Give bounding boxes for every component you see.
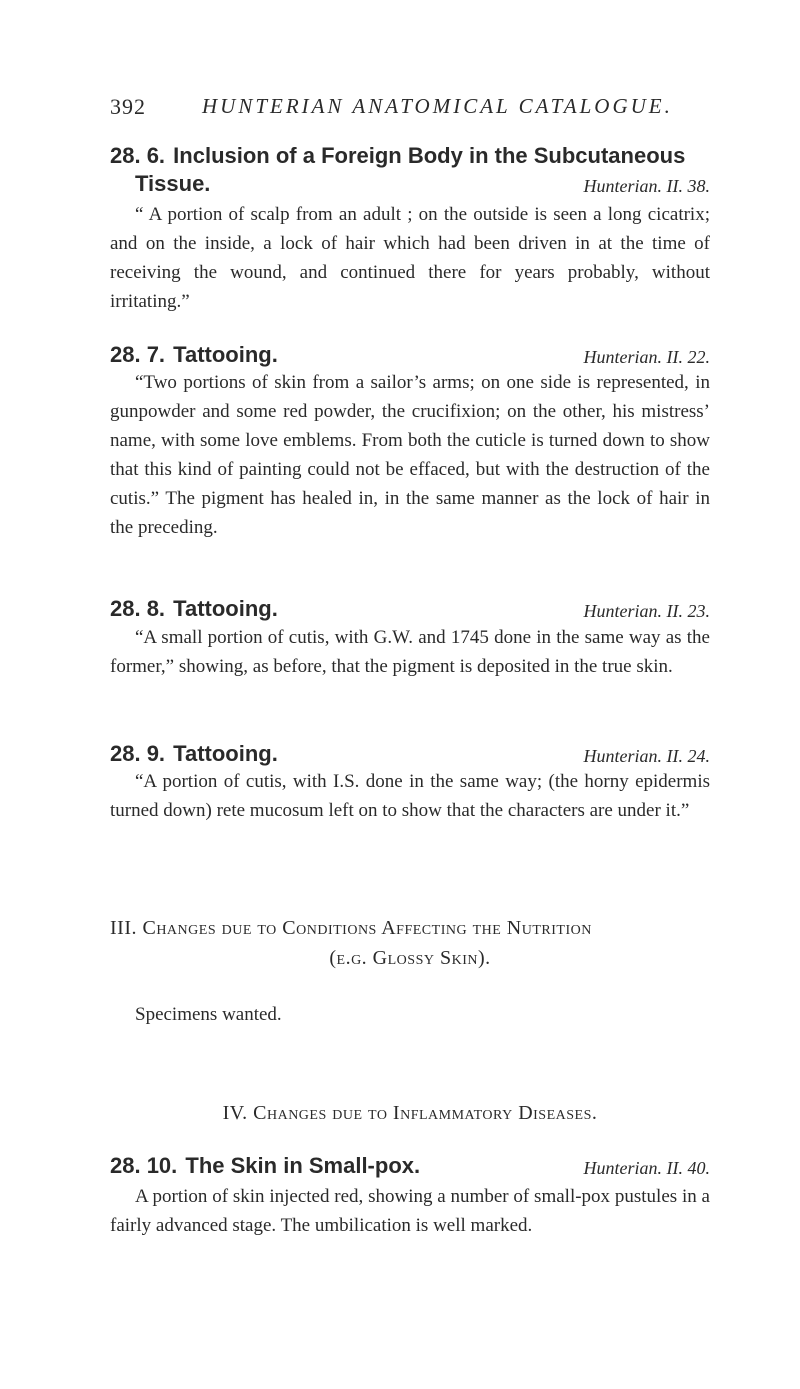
entry-title: Tattooing.: [173, 596, 278, 621]
entry-heading-28-8: [110, 595, 710, 623]
section-heading-subline: (e.g. Glossy Skin).: [329, 947, 491, 969]
entry-title-continued: Tissue.: [135, 171, 211, 196]
hunterian-reference: Hunterian. II. 22.: [583, 347, 710, 367]
entry-title: The Skin in Small-pox.: [185, 1153, 421, 1178]
entry-heading-28-10: [110, 1152, 710, 1180]
entry-heading-28-7: [110, 341, 710, 369]
entry-text: “Two portions of skin from a sailor’s arms; on one side is represented, in gunpowder and some red powder, the crucifixion; on the other, his mistress’ name, with some love emblems. From both the cuticle is turned down to show that this kind of painting could not be effaced, but with the destruction of the cutis.” The pigment has healed in, in the same manner as the lock of hair in the preceding.: [110, 372, 710, 538]
entry-text-28-8: [110, 623, 710, 681]
entry-heading-28-9: [110, 740, 710, 768]
running-title: HUNTERIAN ANATOMICAL CATALOGUE.: [202, 94, 673, 118]
entry-title: Inclusion of a Foreign Body in the Subcutaneous: [173, 143, 686, 168]
hunterian-reference: Hunterian. II. 24.: [583, 746, 710, 766]
entry-text: A portion of skin injected red, showing a number of small-pox pustules in a fairly advanced stage. The umbilication is well marked.: [110, 1186, 710, 1236]
entry-heading-28-6: [110, 142, 710, 198]
entry-title: Tattooing.: [173, 741, 278, 766]
running-head: [110, 94, 710, 124]
page-number: 392: [110, 94, 146, 119]
entry-number: 28. 6.: [110, 143, 166, 168]
section-heading-line: III. Changes due to Conditions Affecting the Nutrition: [110, 917, 592, 939]
entry-text: “ A portion of scalp from an adult ; on the outside is seen a long cicatrix; and on the inside, a lock of hair which had been driven in at the time of receiving the wound, and continued there for years probably, without irritating.”: [110, 204, 710, 312]
entry-number: 28. 8.: [110, 596, 166, 621]
section-note: [110, 1000, 710, 1029]
section-heading-iii: [110, 913, 710, 973]
entry-text-28-7: [110, 368, 710, 542]
hunterian-reference: Hunterian. II. 38.: [583, 176, 710, 196]
entry-number: 28. 9.: [110, 741, 166, 766]
section-heading-line: IV. Changes due to Inflammatory Diseases.: [222, 1102, 598, 1124]
entry-text-28-9: [110, 767, 710, 825]
hunterian-reference: Hunterian. II. 23.: [583, 601, 710, 621]
entry-number: 28. 10.: [110, 1153, 178, 1178]
entry-text-28-6: [110, 200, 710, 316]
entry-text: “A small portion of cutis, with G.W. and 1745 done in the same way as the former,” showing, as before, that the pigment is deposited in the true skin.: [110, 627, 710, 677]
entry-text: “A portion of cutis, with I.S. done in the same way; (the horny epidermis turned down) rete mucosum left on to show that the characters are under it.”: [110, 771, 710, 821]
entry-text-28-10: [110, 1182, 710, 1240]
hunterian-reference: Hunterian. II. 40.: [583, 1158, 710, 1178]
entry-title: Tattooing.: [173, 342, 278, 367]
section-heading-iv: [110, 1098, 710, 1128]
section-note-text: Specimens wanted.: [135, 1004, 282, 1025]
entry-number: 28. 7.: [110, 342, 166, 367]
